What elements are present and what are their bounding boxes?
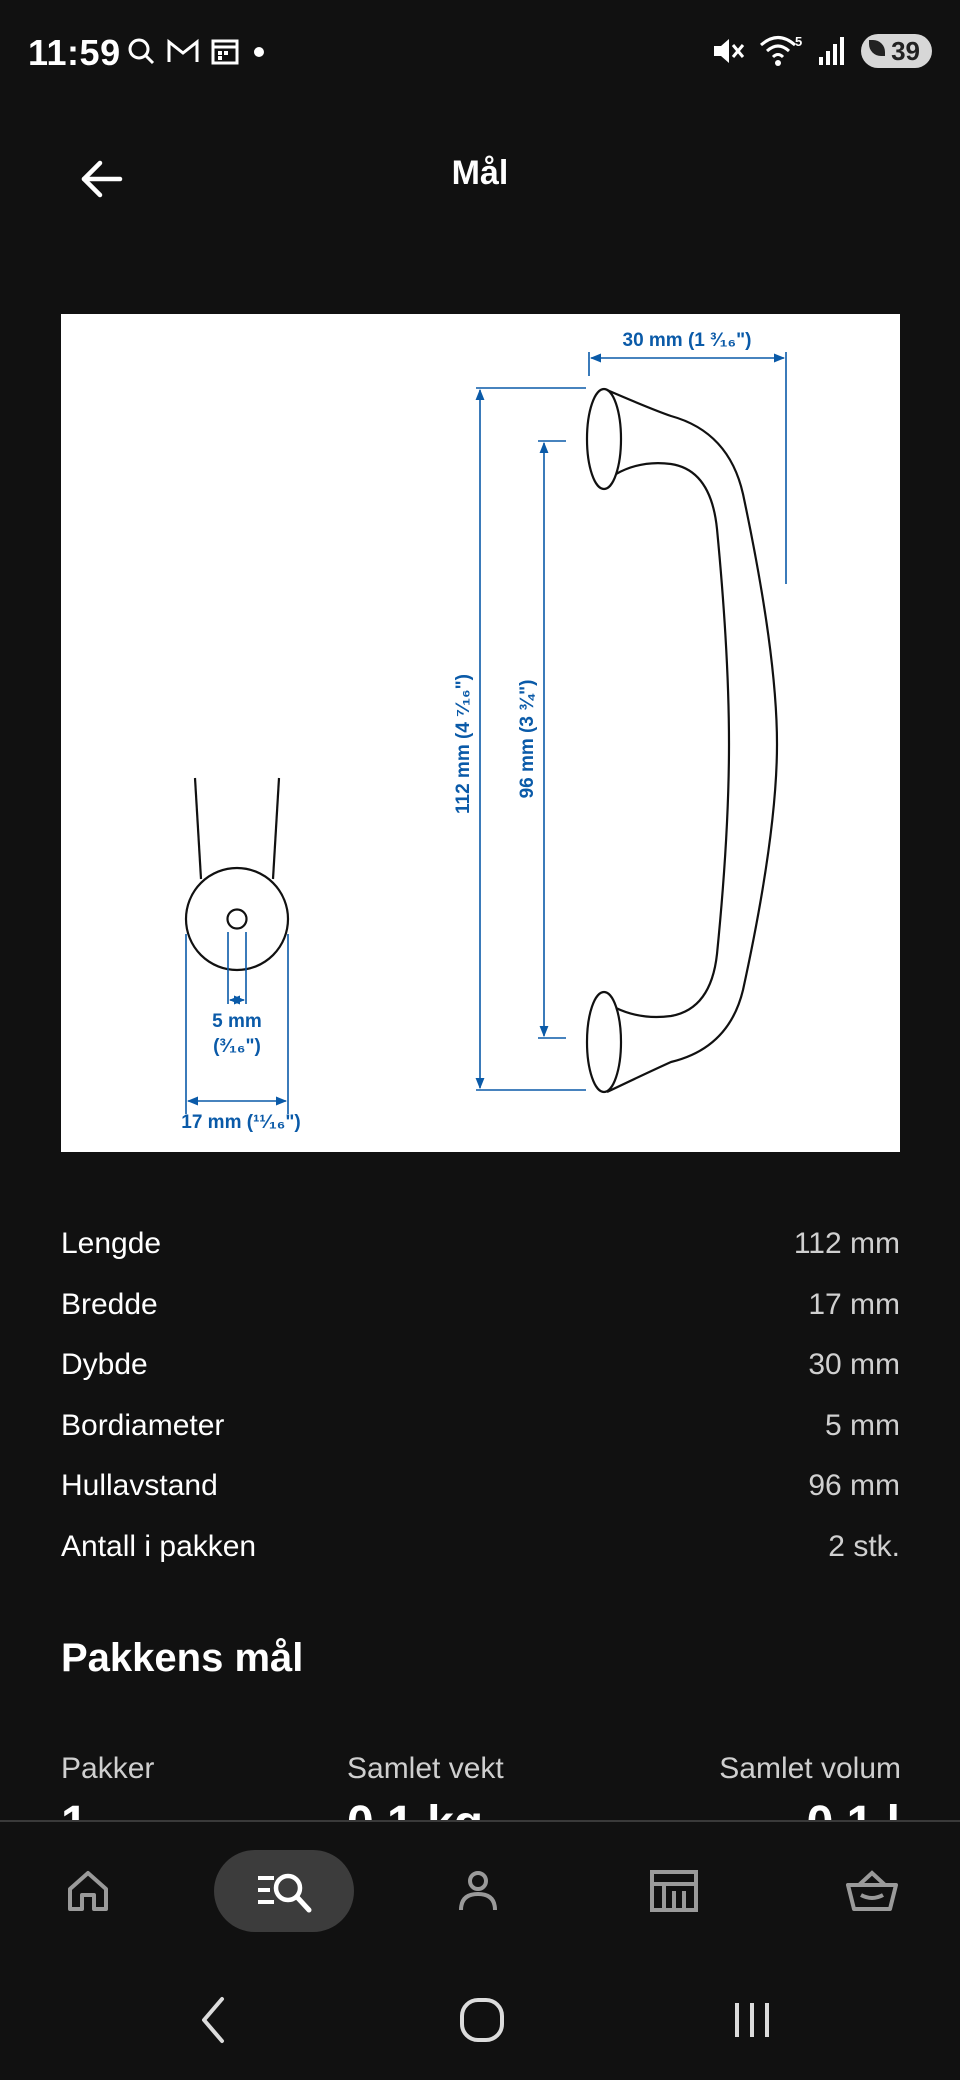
spec-row-depth [61, 1335, 900, 1396]
spec-label: Antall i pakken [61, 1529, 257, 1563]
wifi-icon [759, 34, 803, 68]
basket-icon [845, 1867, 899, 1915]
battery-level: 39 [891, 36, 920, 66]
side-view [186, 778, 288, 970]
package-values [0, 1800, 960, 1820]
signal-icon [817, 35, 847, 67]
spec-row-hole-distance [61, 1456, 900, 1517]
back-chevron-icon [194, 1995, 234, 2045]
leaf-icon [869, 40, 885, 56]
spec-label: Hullavstand [61, 1469, 218, 1503]
package-weight-label: Samlet vekt [347, 1752, 504, 1785]
system-home-button[interactable] [442, 1980, 522, 2060]
nav-store[interactable] [636, 1850, 712, 1932]
nav-search[interactable] [214, 1850, 354, 1932]
spec-row-bolt-diameter [61, 1396, 900, 1457]
bottom-navigation [0, 1820, 960, 1960]
spec-row-length [61, 1214, 900, 1275]
spec-label: Bordiameter [61, 1408, 225, 1442]
dimension-diagram [61, 314, 900, 1152]
package-count-label: Pakker [61, 1752, 155, 1785]
recents-icon [729, 1997, 775, 2043]
system-icons [711, 34, 932, 68]
spec-label: Bredde [61, 1287, 158, 1321]
spec-label: Dybde [61, 1348, 148, 1382]
width-dimension-label: 30 mm (1 ³⁄₁₆") [622, 330, 752, 351]
spec-value: 17 mm [808, 1287, 900, 1321]
spec-value: 2 stk. [828, 1529, 900, 1563]
system-recents-button[interactable] [712, 1980, 792, 2060]
base-dimension-label: 17 mm (¹¹⁄₁₆") [181, 1112, 301, 1133]
calendar-icon [210, 36, 240, 66]
status-time: 11:59 [28, 32, 121, 73]
bolt-dimension-label: 5 mm [212, 1011, 262, 1032]
store-icon [648, 1867, 700, 1915]
spec-value: 5 mm [825, 1408, 900, 1442]
package-labels [61, 1752, 901, 1792]
spec-label: Lengde [61, 1227, 162, 1261]
home-circle-icon [457, 1995, 507, 2045]
package-volume-label: Samlet volum [719, 1752, 901, 1785]
spec-value: 96 mm [808, 1469, 900, 1503]
nav-home[interactable] [50, 1850, 126, 1932]
mute-icon [711, 35, 745, 67]
spec-row-width [61, 1275, 900, 1336]
nav-cart[interactable] [834, 1850, 910, 1932]
system-back-button[interactable] [174, 1980, 254, 2060]
dot-icon [250, 36, 268, 66]
spec-row-quantity [61, 1517, 900, 1578]
handle-drawing [61, 314, 900, 1152]
length-dimension-label: 112 mm (4 ⁷⁄₁₆") [453, 673, 474, 815]
home-icon [64, 1867, 112, 1915]
package-heading: Pakkens mål [61, 1636, 304, 1680]
search-icon [126, 36, 156, 66]
spec-list [61, 1214, 900, 1577]
dimension-lines [186, 352, 786, 1114]
battery-icon [861, 34, 932, 68]
hole-distance-label: 96 mm (3 ¾") [517, 679, 538, 799]
search-list-icon [254, 1868, 314, 1914]
notification-icons [126, 36, 268, 66]
page-title: Mål [451, 154, 509, 192]
bolt-dimension-inch-label: (³⁄₁₆") [213, 1036, 261, 1057]
spec-value: 30 mm [808, 1348, 900, 1382]
system-navigation [0, 1958, 960, 2080]
app-bar [0, 120, 960, 230]
status-bar [0, 0, 960, 110]
spec-value: 112 mm [793, 1227, 900, 1261]
handle-outline [587, 389, 777, 1092]
gmail-icon [166, 36, 200, 66]
person-icon [454, 1867, 502, 1915]
nav-profile[interactable] [440, 1850, 516, 1932]
svg-text:5: 5 [795, 34, 803, 49]
